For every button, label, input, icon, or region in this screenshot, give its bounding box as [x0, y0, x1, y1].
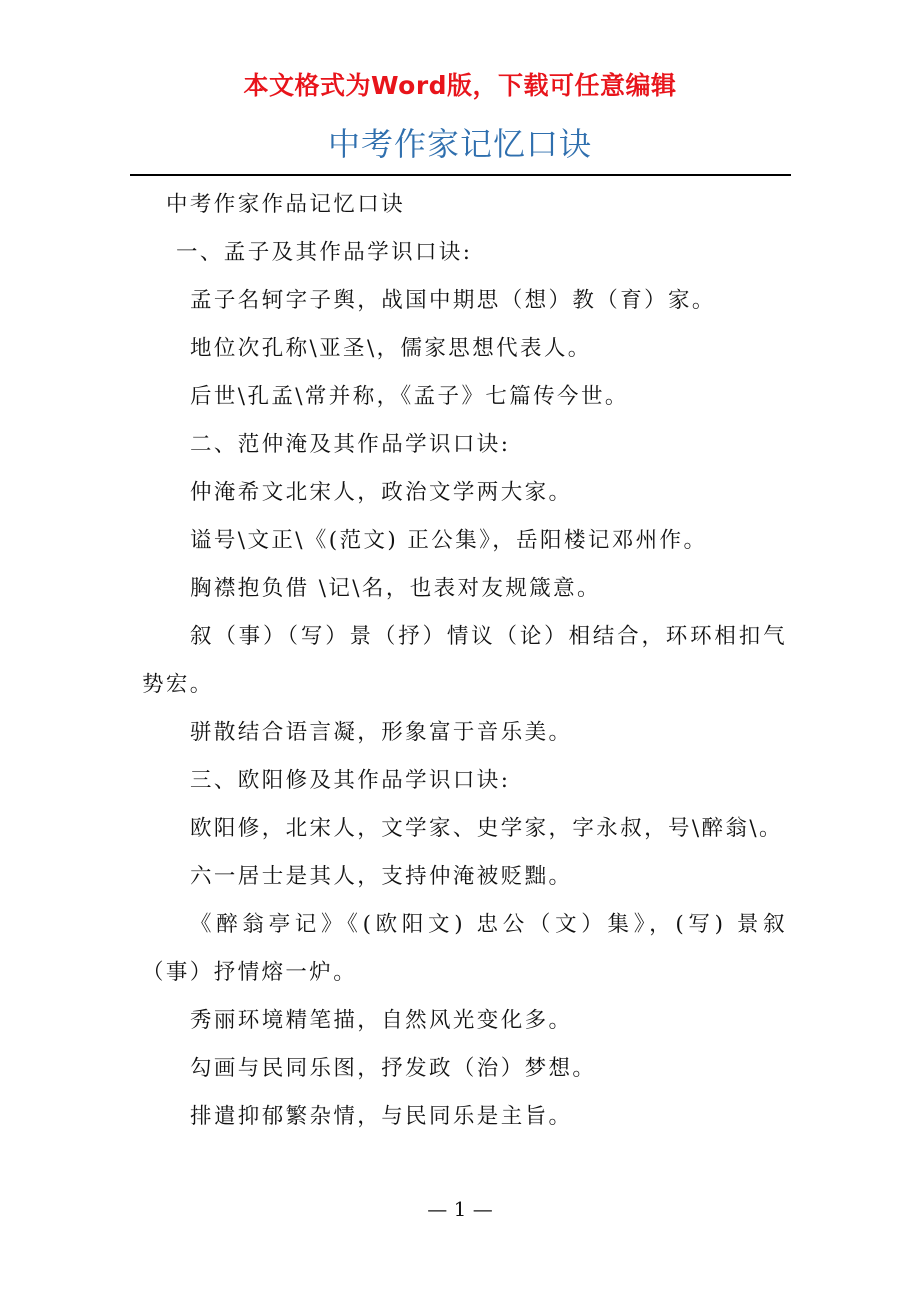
body-paragraph: 胸襟抱负借 \记\名，也表对友规箴意。 [190, 576, 601, 601]
body-paragraph: 骈散结合语言凝，形象富于音乐美。 [190, 720, 573, 745]
body-paragraph: 勾画与民同乐图，抒发政（治）梦想。 [190, 1056, 597, 1081]
section-heading-ouyang-xiu: 三、欧阳修及其作品学识口诀: [190, 768, 511, 793]
download-banner: 本文格式为Word版，下载可任意编辑 [243, 71, 677, 100]
body-paragraph: 仲淹希文北宋人，政治文学两大家。 [190, 480, 573, 505]
page-number: — 1 — [427, 1197, 493, 1221]
body-paragraph: 六一居士是其人，支持仲淹被贬黜。 [190, 864, 573, 889]
body-paragraph: 孟子名轲字子舆，战国中期思（想）教（育）家。 [190, 288, 716, 313]
document-body [142, 181, 787, 1141]
body-paragraph: 《醉翁亭记》《(欧阳文) 忠公（文）集》，(写) 景叙（事）抒情熔一炉。 [142, 912, 787, 985]
section-heading-mencius: 一、孟子及其作品学识口诀: [176, 240, 473, 265]
subtitle-line: 中考作家作品记忆口诀 [166, 192, 406, 217]
body-paragraph: 欧阳修，北宋人，文学家、史学家，字永叔，号\醉翁\。 [190, 816, 783, 841]
body-paragraph: 谥号\文正\《(范文) 正公集》，岳阳楼记邓州作。 [190, 528, 708, 553]
body-paragraph: 秀丽环境精笔描，自然风光变化多。 [190, 1008, 573, 1033]
page-title: 中考作家记忆口诀 [327, 125, 592, 163]
body-paragraph: 排遣抑郁繁杂情，与民同乐是主旨。 [190, 1104, 573, 1129]
section-heading-fan-zhongyan: 二、范仲淹及其作品学识口诀: [190, 432, 511, 457]
body-paragraph: 后世\孔孟\常并称，《孟子》七篇传今世。 [190, 384, 629, 409]
body-paragraph: 地位次孔称\亚圣\，儒家思想代表人。 [190, 336, 592, 361]
title-divider [130, 174, 791, 176]
body-paragraph: 叙（事）（写）景（抒）情议（论）相结合，环环相扣气势宏。 [142, 624, 787, 697]
